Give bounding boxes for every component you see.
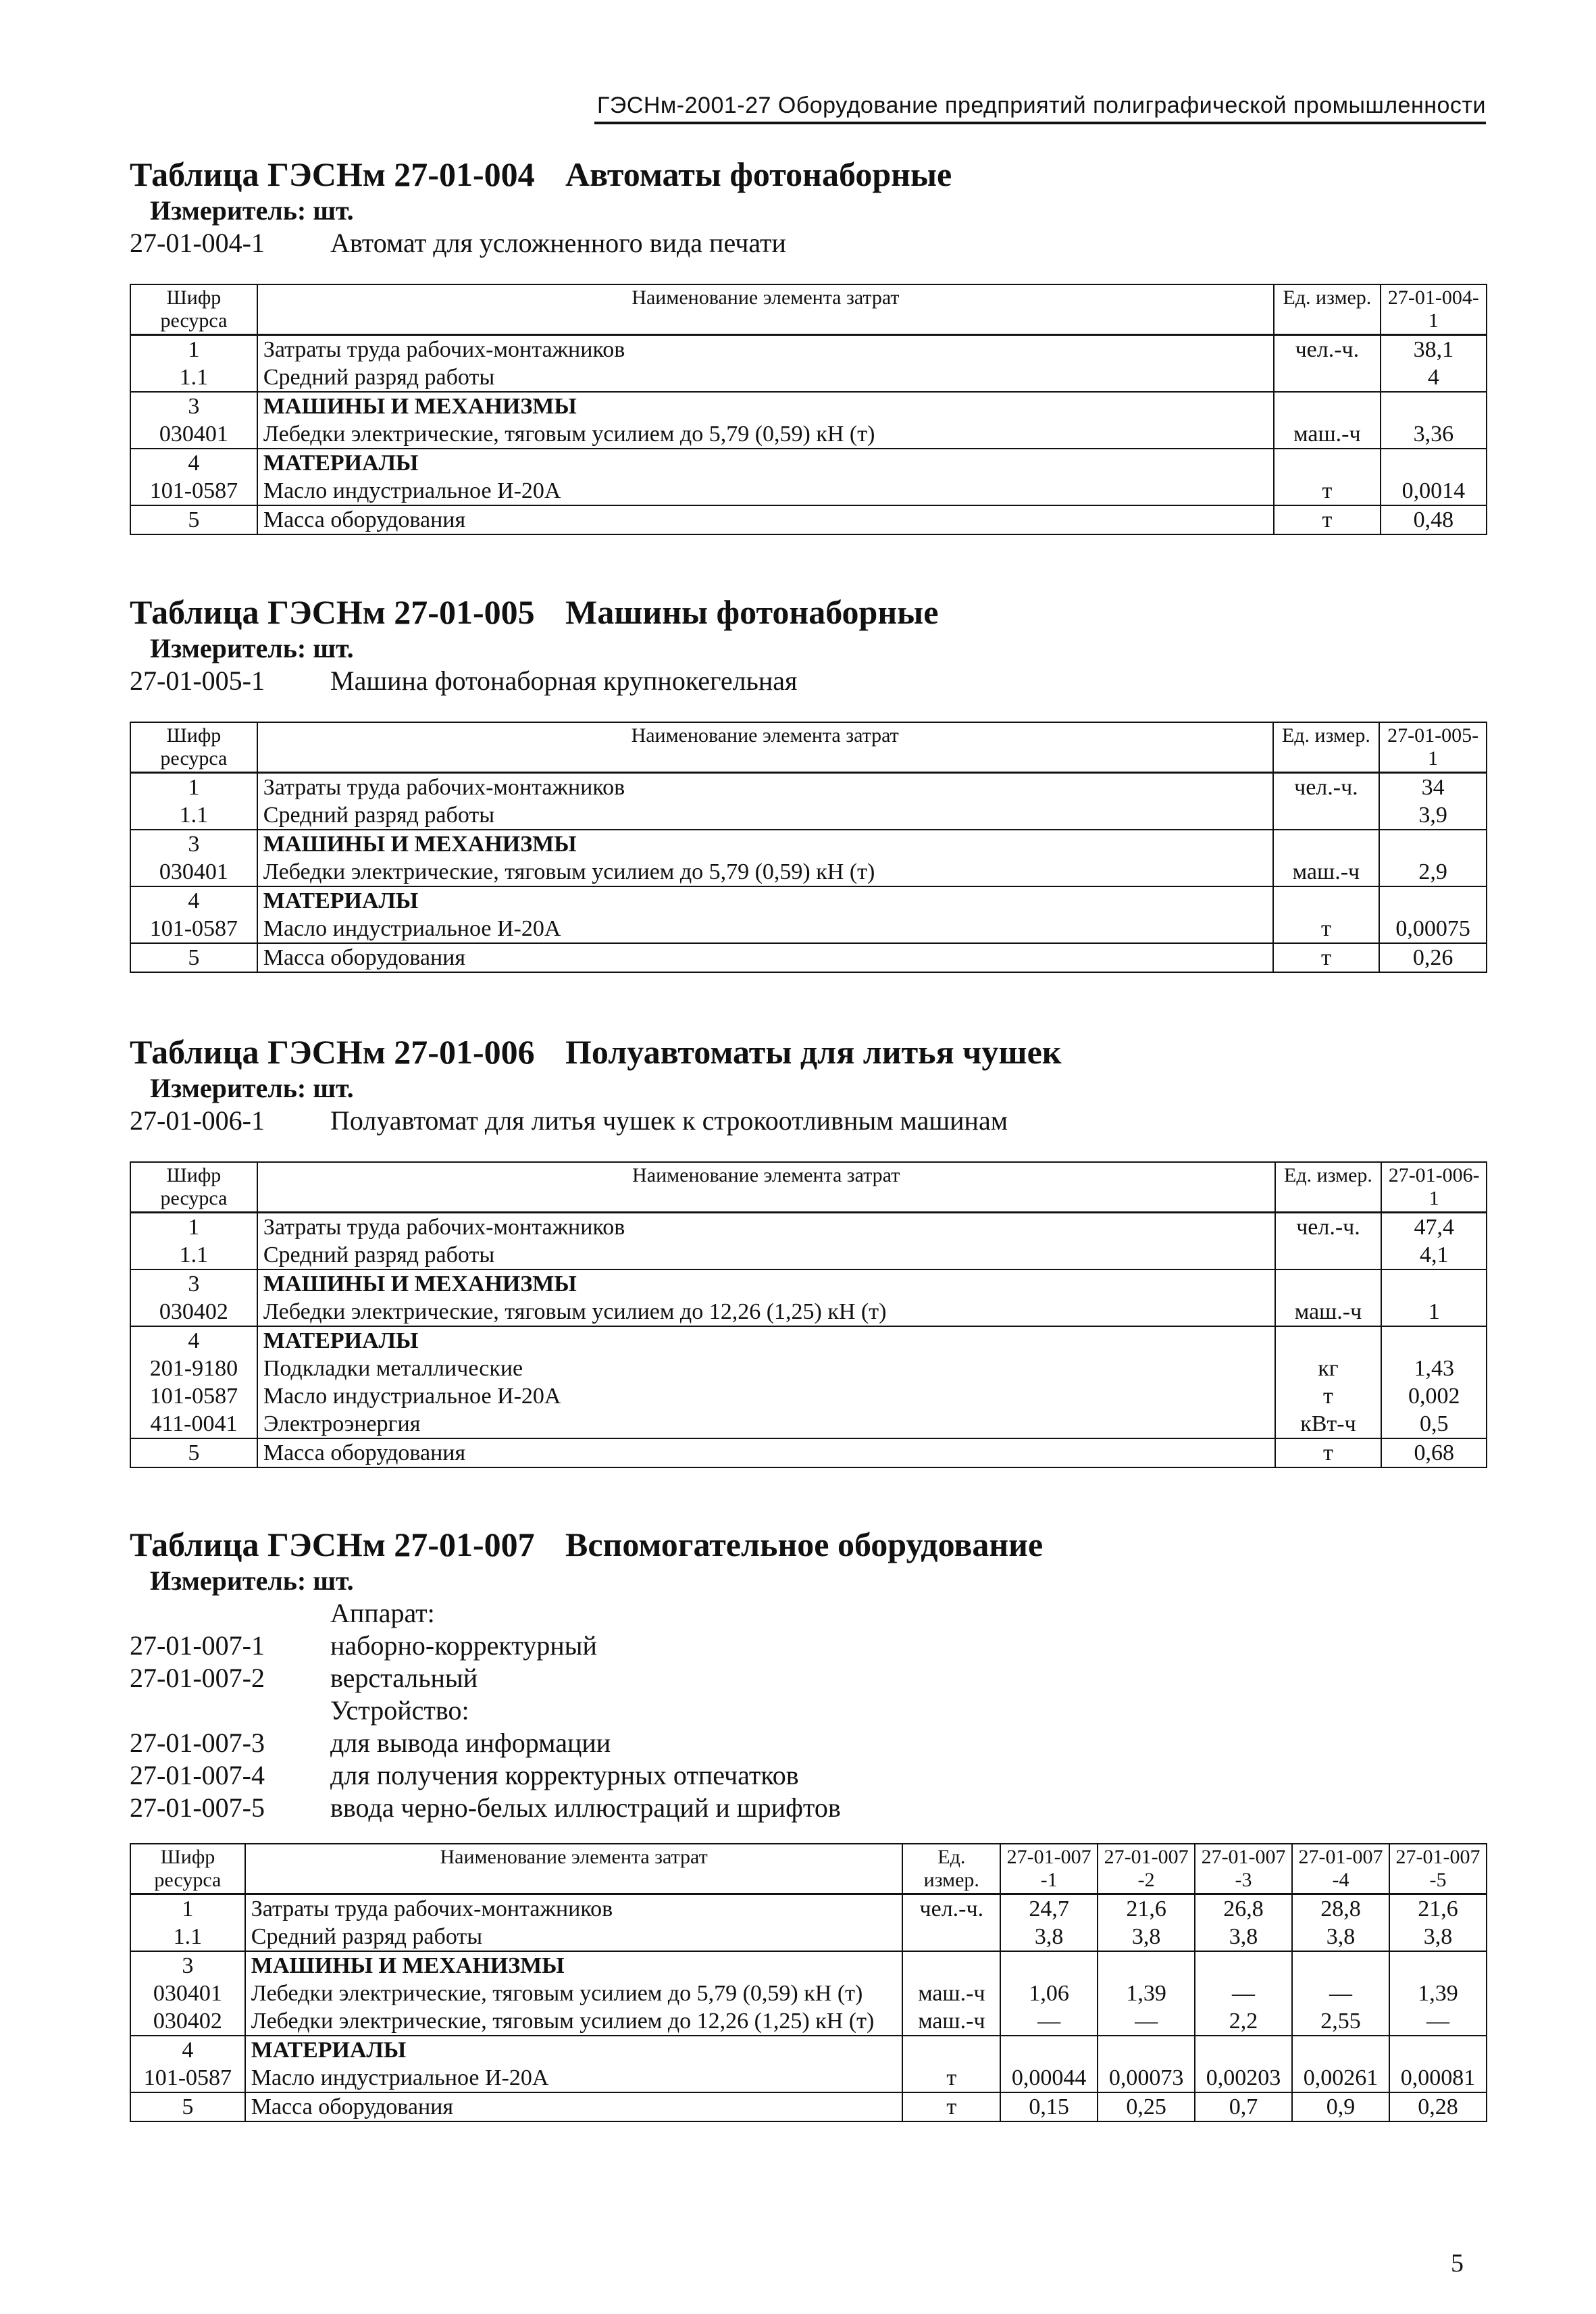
col-header-name: Наименование элемента затрат [257, 284, 1274, 335]
cell-code: 1 [130, 1213, 257, 1242]
cell-unit: чел.-ч. [1273, 773, 1380, 802]
item-name: для вывода информации [330, 1728, 611, 1758]
cell-value: — [1292, 1980, 1389, 2007]
cell-unit: т [1274, 477, 1381, 505]
cell-code: 5 [130, 1438, 257, 1467]
cell-name: Масса оборудования [257, 1438, 1275, 1467]
item-name: для получения корректурных отпечатков [330, 1760, 799, 1790]
cell-value: 0,00203 [1195, 2064, 1292, 2092]
measure-unit: Измеритель: шт. [150, 1073, 354, 1103]
cell-value: 0,00044 [1000, 2064, 1098, 2092]
cell-value: 0,002 [1381, 1382, 1487, 1410]
cell-code: 101-0587 [130, 1382, 257, 1410]
table-row [130, 801, 1487, 830]
cell-unit: маш.-ч [1274, 420, 1381, 449]
cell-unit: кг [1275, 1355, 1382, 1382]
table-code: Таблица ГЭСНм 27-01-004 [130, 155, 535, 193]
cell-unit [902, 2036, 1000, 2064]
item-line [130, 665, 1487, 697]
cell-value: 1,39 [1098, 1980, 1195, 2007]
cell-value: 34 [1379, 773, 1487, 802]
cell-value: 0,00081 [1389, 2064, 1487, 2092]
cell-code: 3 [130, 830, 257, 858]
cell-code: 4 [130, 2036, 245, 2064]
cell-value: 0,9 [1292, 2092, 1389, 2121]
page-number: 5 [1451, 2249, 1464, 2278]
cell-value [1098, 1951, 1195, 1980]
cell-unit [902, 1923, 1000, 1951]
cell-unit [1273, 886, 1380, 915]
section [130, 154, 1487, 535]
cell-code: 1.1 [130, 363, 257, 392]
item-name: Аппарат: [330, 1598, 435, 1628]
cell-name: Масло индустриальное И-20А [245, 2064, 903, 2092]
cell-unit: маш.-ч [902, 1980, 1000, 2007]
cell-code: 1 [130, 335, 257, 364]
cell-value: — [1000, 2007, 1098, 2036]
col-header-norm: 27-01-007-5 [1389, 1844, 1487, 1894]
table-row [130, 1298, 1487, 1326]
cell-name: МАШИНЫ И МЕХАНИЗМЫ [257, 1269, 1275, 1298]
cell-code: 030402 [130, 1298, 257, 1326]
table-row [130, 1269, 1487, 1298]
cell-code: 5 [130, 943, 257, 972]
item-code: 27-01-007-4 [130, 1760, 265, 1790]
table-name: Автоматы фотонаборные [565, 155, 952, 193]
cell-value: — [1098, 2007, 1195, 2036]
cell-code: 4 [130, 886, 257, 915]
cost-table [130, 722, 1487, 973]
item-line [130, 1727, 1487, 1759]
col-header-norm: 27-01-007-2 [1098, 1844, 1195, 1894]
table-code: Таблица ГЭСНм 27-01-007 [130, 1526, 535, 1563]
cell-name: МАШИНЫ И МЕХАНИЗМЫ [257, 830, 1273, 858]
item-code: 27-01-007-2 [130, 1663, 265, 1693]
cell-value: 26,8 [1195, 1894, 1292, 1923]
cell-code: 030402 [130, 2007, 245, 2036]
table-row [130, 392, 1487, 420]
item-code: 27-01-004-1 [130, 228, 265, 258]
items-list [130, 1597, 1487, 1824]
cell-code: 4 [130, 449, 257, 477]
table-row [130, 505, 1487, 534]
cell-unit [1275, 1241, 1382, 1269]
cell-value: 1,43 [1381, 1355, 1487, 1382]
cell-value [1292, 1951, 1389, 1980]
table-row [130, 2092, 1487, 2121]
cell-unit: маш.-ч [1273, 858, 1380, 886]
cell-unit [1273, 801, 1380, 830]
cell-value [1379, 886, 1487, 915]
cell-value [1000, 2036, 1098, 2064]
col-header-norm: 27-01-007-1 [1000, 1844, 1098, 1894]
cell-value: 3,8 [1098, 1923, 1195, 1951]
col-header-name: Наименование элемента затрат [257, 1162, 1275, 1213]
cell-value: 38,1 [1381, 335, 1487, 364]
item-line [130, 1597, 1487, 1630]
cell-value: 28,8 [1292, 1894, 1389, 1923]
cell-value: 4 [1381, 363, 1487, 392]
cell-name: МАТЕРИАЛЫ [257, 1326, 1275, 1355]
cell-value: 3,8 [1292, 1923, 1389, 1951]
table-row [130, 1213, 1487, 1242]
table-row [130, 1410, 1487, 1438]
cell-value: 1 [1381, 1298, 1487, 1326]
item-line [130, 1792, 1487, 1824]
table-row [130, 943, 1487, 972]
cell-code: 1 [130, 1894, 245, 1923]
measure-unit: Измеритель: шт. [150, 195, 354, 226]
item-line [130, 1105, 1487, 1137]
table-name: Вспомогательное оборудование [565, 1526, 1044, 1563]
cell-name: Лебедки электрические, тяговым усилием до 5,79 (0,59) кН (т) [245, 1980, 903, 2007]
cell-unit: т [1275, 1382, 1382, 1410]
table-name: Полуавтоматы для литья чушек [565, 1033, 1062, 1071]
cell-unit: т [902, 2092, 1000, 2121]
cell-name: Средний разряд работы [257, 363, 1274, 392]
table-code: Таблица ГЭСНм 27-01-006 [130, 1033, 535, 1071]
cell-code: 101-0587 [130, 915, 257, 943]
cell-value [1292, 2036, 1389, 2064]
cell-value: 3,8 [1000, 1923, 1098, 1951]
cell-name: Затраты труда рабочих-монтажников [257, 773, 1273, 802]
cell-value [1379, 830, 1487, 858]
cell-code: 1.1 [130, 801, 257, 830]
col-header-code: Шифр ресурса [130, 1844, 245, 1894]
cell-value: 4,1 [1381, 1241, 1487, 1269]
cell-unit: маш.-ч [902, 2007, 1000, 2036]
cell-code: 1 [130, 773, 257, 802]
item-line [130, 1759, 1487, 1792]
col-header-unit: Ед. измер. [1274, 284, 1381, 335]
cell-value: 0,00261 [1292, 2064, 1389, 2092]
cell-code: 5 [130, 2092, 245, 2121]
item-line [130, 227, 1487, 259]
cell-value: 3,8 [1389, 1923, 1487, 1951]
table-row [130, 830, 1487, 858]
cell-value: 21,6 [1389, 1894, 1487, 1923]
cell-name: МАШИНЫ И МЕХАНИЗМЫ [257, 392, 1274, 420]
table-row [130, 449, 1487, 477]
cell-value [1195, 2036, 1292, 2064]
cell-value: 47,4 [1381, 1213, 1487, 1242]
col-header-unit: Ед. измер. [1275, 1162, 1382, 1213]
table-title [130, 154, 1487, 195]
cell-unit: чел.-ч. [1275, 1213, 1382, 1242]
items-list [130, 1105, 1487, 1137]
col-header-norm: 27-01-007-3 [1195, 1844, 1292, 1894]
cell-value: 0,7 [1195, 2092, 1292, 2121]
item-name: Машина фотонаборная крупнокегельная [330, 665, 798, 696]
cell-name: Подкладки металлические [257, 1355, 1275, 1382]
cell-code: 1.1 [130, 1923, 245, 1951]
cell-value [1381, 449, 1487, 477]
table-row [130, 335, 1487, 364]
cell-code: 3 [130, 392, 257, 420]
table-row [130, 1951, 1487, 1980]
cell-value [1195, 1951, 1292, 1980]
cell-unit: т [1275, 1438, 1382, 1467]
cell-name: Масло индустриальное И-20А [257, 1382, 1275, 1410]
cell-name: МАТЕРИАЛЫ [257, 449, 1274, 477]
cell-value [1389, 2036, 1487, 2064]
cell-unit [1275, 1269, 1382, 1298]
item-line [130, 1662, 1487, 1694]
item-code: 27-01-007-3 [130, 1728, 265, 1758]
cell-name: Лебедки электрические, тяговым усилием до 12,26 (1,25) кН (т) [245, 2007, 903, 2036]
cell-unit: т [1273, 943, 1380, 972]
cell-code: 5 [130, 505, 257, 534]
cell-unit: чел.-ч. [1274, 335, 1381, 364]
table-row [130, 2007, 1487, 2036]
cell-value: 21,6 [1098, 1894, 1195, 1923]
cell-value: 0,0014 [1381, 477, 1487, 505]
item-code: 27-01-007-1 [130, 1630, 265, 1661]
cell-name: МАШИНЫ И МЕХАНИЗМЫ [245, 1951, 903, 1980]
table-row [130, 363, 1487, 392]
cell-name: Масса оборудования [257, 505, 1274, 534]
section [130, 1032, 1487, 1468]
table-row [130, 2064, 1487, 2092]
cell-unit: т [1273, 915, 1380, 943]
item-name: верстальный [330, 1663, 478, 1693]
running-header: ГЭСНм-2001-27 Оборудование предприятий полиграфической промышленности [594, 93, 1486, 124]
table-row [130, 773, 1487, 802]
cell-value [1381, 392, 1487, 420]
col-header-norm: 27-01-006-1 [1381, 1162, 1487, 1213]
col-header-code: Шифр ресурса [130, 1162, 257, 1213]
cell-value [1098, 2036, 1195, 2064]
cell-unit: кВт-ч [1275, 1410, 1382, 1438]
cost-table [130, 1161, 1487, 1468]
cell-unit: т [1274, 505, 1381, 534]
cell-unit [1273, 830, 1380, 858]
table-row [130, 1438, 1487, 1467]
cell-name: Средний разряд работы [257, 1241, 1275, 1269]
table-name: Машины фотонаборные [565, 593, 939, 631]
cell-code: 101-0587 [130, 477, 257, 505]
cell-unit [1274, 363, 1381, 392]
cell-value: 3,8 [1195, 1923, 1292, 1951]
measure-unit: Измеритель: шт. [150, 633, 354, 663]
cell-name: Масса оборудования [257, 943, 1273, 972]
cell-name: Средний разряд работы [257, 801, 1273, 830]
cell-name: Лебедки электрические, тяговым усилием до 12,26 (1,25) кН (т) [257, 1298, 1275, 1326]
cell-unit [1274, 449, 1381, 477]
cell-value [1389, 1951, 1487, 1980]
cell-value: 2,55 [1292, 2007, 1389, 2036]
section [130, 1524, 1487, 2122]
table-row [130, 1923, 1487, 1951]
cell-value: 0,00073 [1098, 2064, 1195, 2092]
items-list [130, 227, 1487, 259]
item-name: ввода черно-белых иллюстраций и шрифтов [330, 1792, 841, 1823]
table-row [130, 1894, 1487, 1923]
cost-table [130, 284, 1487, 535]
cell-unit: маш.-ч [1275, 1298, 1382, 1326]
cell-code: 411-0041 [130, 1410, 257, 1438]
section [130, 592, 1487, 973]
cell-name: Лебедки электрические, тяговым усилием до 5,79 (0,59) кН (т) [257, 858, 1273, 886]
table-row [130, 858, 1487, 886]
cell-value: 0,48 [1381, 505, 1487, 534]
cell-value: — [1195, 1980, 1292, 2007]
cell-code: 3 [130, 1269, 257, 1298]
table-row [130, 1355, 1487, 1382]
cell-value [1381, 1269, 1487, 1298]
item-line [130, 1630, 1487, 1662]
table-row [130, 915, 1487, 943]
cell-value: 0,5 [1381, 1410, 1487, 1438]
cell-code: 3 [130, 1951, 245, 1980]
col-header-norm: 27-01-004-1 [1381, 284, 1487, 335]
item-code: 27-01-006-1 [130, 1105, 265, 1136]
measure-unit: Измеритель: шт. [150, 1565, 354, 1596]
cell-value: 0,26 [1379, 943, 1487, 972]
cell-value: 0,68 [1381, 1438, 1487, 1467]
item-name: Полуавтомат для литья чушек к строкоотливным машинам [330, 1105, 1008, 1136]
cell-value: 2,2 [1195, 2007, 1292, 2036]
col-header-name: Наименование элемента затрат [245, 1844, 903, 1894]
cell-unit: т [902, 2064, 1000, 2092]
cell-value: 3,9 [1379, 801, 1487, 830]
table-row [130, 1241, 1487, 1269]
col-header-unit: Ед. измер. [902, 1844, 1000, 1894]
table-row [130, 886, 1487, 915]
col-header-unit: Ед. измер. [1273, 722, 1380, 773]
table-row [130, 477, 1487, 505]
table-row [130, 2036, 1487, 2064]
col-header-name: Наименование элемента затрат [257, 722, 1273, 773]
cell-code: 101-0587 [130, 2064, 245, 2092]
cell-name: Электроэнергия [257, 1410, 1275, 1438]
item-name: наборно-корректурный [330, 1630, 597, 1661]
table-title [130, 1032, 1487, 1072]
cell-unit [1274, 392, 1381, 420]
cell-value [1000, 1951, 1098, 1980]
cell-value: 3,36 [1381, 420, 1487, 449]
cell-code: 1.1 [130, 1241, 257, 1269]
table-title [130, 1524, 1487, 1565]
cell-unit [1275, 1326, 1382, 1355]
item-name: Автомат для усложненного вида печати [330, 228, 786, 258]
cell-value: 1,06 [1000, 1980, 1098, 2007]
cell-code: 030401 [130, 858, 257, 886]
cell-value: 0,00075 [1379, 915, 1487, 943]
cell-code: 030401 [130, 1980, 245, 2007]
table-code: Таблица ГЭСНм 27-01-005 [130, 593, 535, 631]
table-row [130, 1326, 1487, 1355]
cell-unit: чел.-ч. [902, 1894, 1000, 1923]
cell-name: Затраты труда рабочих-монтажников [257, 335, 1274, 364]
item-code: 27-01-005-1 [130, 665, 265, 696]
cell-name: МАТЕРИАЛЫ [257, 886, 1273, 915]
table-title [130, 592, 1487, 632]
cell-name: Масло индустриальное И-20А [257, 477, 1274, 505]
cell-code: 4 [130, 1326, 257, 1355]
cell-name: Масса оборудования [245, 2092, 903, 2121]
cell-name: МАТЕРИАЛЫ [245, 2036, 903, 2064]
cell-name: Затраты труда рабочих-монтажников [245, 1894, 903, 1923]
item-line [130, 1694, 1487, 1727]
cell-value: 1,39 [1389, 1980, 1487, 2007]
cell-value: 2,9 [1379, 858, 1487, 886]
col-header-code: Шифр ресурса [130, 284, 257, 335]
table-row [130, 420, 1487, 449]
col-header-norm: 27-01-005-1 [1379, 722, 1487, 773]
item-name: Устройство: [330, 1695, 469, 1726]
cell-value [1381, 1326, 1487, 1355]
cell-name: Средний разряд работы [245, 1923, 903, 1951]
col-header-norm: 27-01-007-4 [1292, 1844, 1389, 1894]
item-code: 27-01-007-5 [130, 1792, 265, 1823]
cost-table [130, 1843, 1487, 2122]
cell-value: — [1389, 2007, 1487, 2036]
cell-name: Масло индустриальное И-20А [257, 915, 1273, 943]
cell-unit [902, 1951, 1000, 1980]
cell-value: 0,15 [1000, 2092, 1098, 2121]
table-row [130, 1980, 1487, 2007]
col-header-code: Шифр ресурса [130, 722, 257, 773]
cell-name: Лебедки электрические, тяговым усилием до 5,79 (0,59) кН (т) [257, 420, 1274, 449]
table-row [130, 1382, 1487, 1410]
cell-code: 201-9180 [130, 1355, 257, 1382]
cell-value: 0,28 [1389, 2092, 1487, 2121]
cell-code: 030401 [130, 420, 257, 449]
cell-value: 0,25 [1098, 2092, 1195, 2121]
cell-name: Затраты труда рабочих-монтажников [257, 1213, 1275, 1242]
items-list [130, 665, 1487, 697]
cell-value: 24,7 [1000, 1894, 1098, 1923]
